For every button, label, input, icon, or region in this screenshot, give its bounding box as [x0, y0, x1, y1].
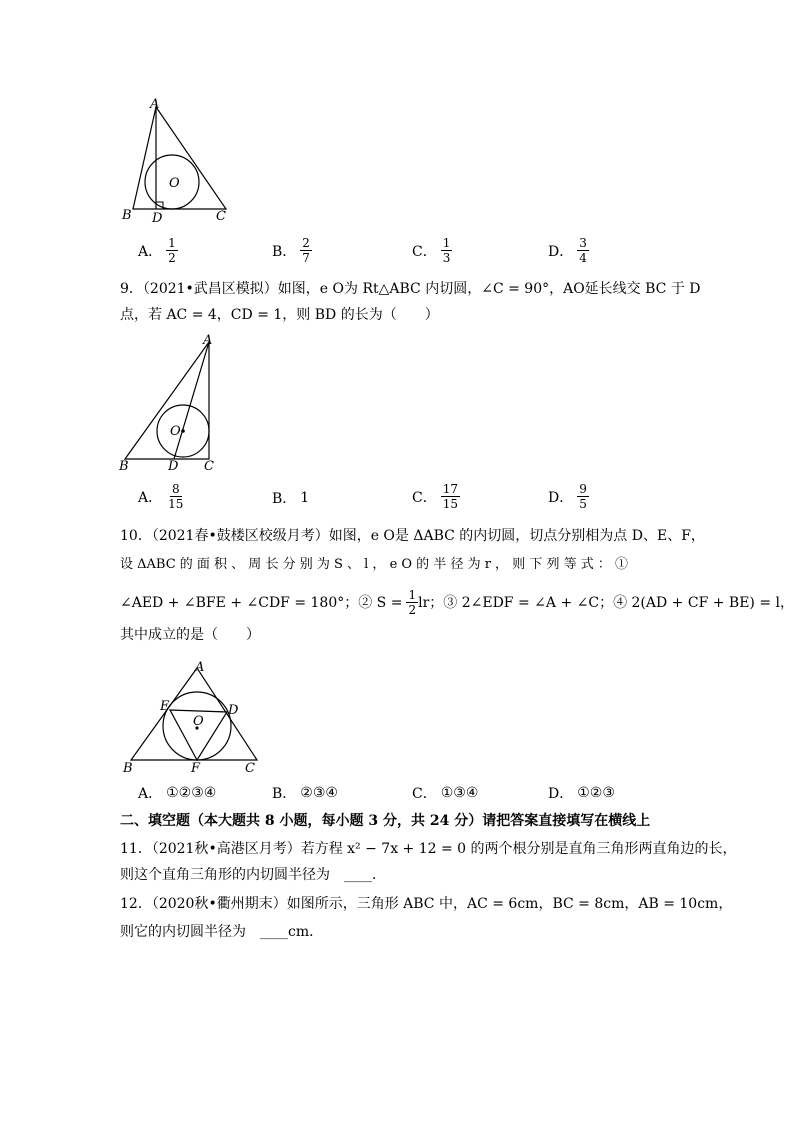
q9-line-1: 9．（2021•武昌区模拟）如图，e O为 Rt△ABC 内切圆，∠C = 90°，AO延长线交 BC 于 D: [120, 281, 701, 297]
q9-option-c: C． $\frac{17}{15}$: [412, 482, 458, 511]
q9-line-2: 点，若 AC = 4，CD = 1，则 BD 的长为（ ）: [120, 307, 439, 323]
label-a: A: [150, 97, 160, 112]
label-c: C: [216, 209, 226, 224]
figure-q9-triangle: [115, 332, 225, 477]
label-b: B: [119, 459, 129, 474]
q10-line-2: 设 ΔABC 的 面 积 、 周 长 分 别 为 S 、 l ， e O 的 半 径 为 r ， 则 下 列 等 式 ： ①: [120, 557, 628, 572]
label-d: D: [228, 703, 239, 718]
right-triangle-abc: [125, 342, 209, 459]
q8-option-b: B． $\frac{2}{7}$: [272, 236, 310, 265]
q10-line-1: 10．（2021春•鼓楼区校级月考）如图，e O是 ΔABC 的内切圆，切点分别相为点 D、E、F，: [120, 528, 705, 544]
q12-line-2: 则它的内切圆半径为 ____cm．: [120, 924, 324, 940]
q10-line-4: 其中成立的是（ ）: [120, 627, 260, 643]
q8-option-d: D． $\frac{3}{4}$: [548, 236, 587, 265]
q10-option-d: D． ①②③: [548, 785, 615, 802]
label-f: F: [191, 761, 201, 776]
q10-option-c: C． ①③④: [412, 785, 479, 802]
q11-line-1: 11．（2021秋•高港区月考）若方程 x² − 7x + 12 = 0 的两个根分别是直角三角形两直角边的长，: [120, 841, 737, 857]
label-a: A: [195, 660, 205, 675]
q9-option-b: B． 1: [272, 490, 310, 507]
section-heading-fill-in: 二、填空题（本大题共 8 小题，每小题 3 分，共 24 分）请把答案直接填写在横线上: [120, 813, 651, 829]
q12-line-1: 12．（2020秋•衢州期末）如图所示，三角形 ABC 中，AC = 6cm，BC = 8cm，AB = 10cm，: [120, 896, 733, 912]
figure-q8-triangle: [115, 95, 250, 225]
label-d: D: [152, 211, 163, 225]
fraction-one-half: $\frac{1}{2}$: [408, 588, 417, 617]
label-d: D: [168, 459, 179, 474]
q10-line-3: ∠AED + ∠BFE + ∠CDF = 180°；② S = $\frac{1}{2}$ lr；③ 2∠EDF = ∠A + ∠C；④ 2(AD + CF + BE) = l，: [120, 588, 794, 617]
label-c: C: [245, 761, 255, 776]
q9-option-d: D． $\frac{9}{5}$: [548, 482, 587, 511]
q11-line-2: 则这个直角三角形的内切圆半径为 ____．: [120, 867, 386, 883]
label-o: O: [193, 714, 204, 729]
label-o: O: [170, 424, 181, 439]
q8-option-a: A． $\frac{1}{2}$: [138, 236, 176, 265]
label-e: E: [160, 699, 170, 714]
label-b: B: [122, 208, 132, 223]
label-b: B: [123, 761, 133, 776]
segment-ad: [174, 342, 209, 459]
triangle-abc: [133, 107, 226, 209]
q10-option-b: B． ②③④: [272, 785, 338, 802]
label-c: C: [204, 459, 214, 474]
q8-option-c: C． $\frac{1}{3}$: [412, 236, 451, 265]
center-dot: [181, 429, 185, 433]
q10-option-a: A． ①②③④: [138, 785, 217, 802]
q9-option-a: A． $\frac{8}{15}$: [138, 482, 184, 511]
label-o: O: [169, 176, 180, 191]
figure-q10-triangle: [115, 658, 265, 778]
label-a: A: [203, 333, 213, 348]
